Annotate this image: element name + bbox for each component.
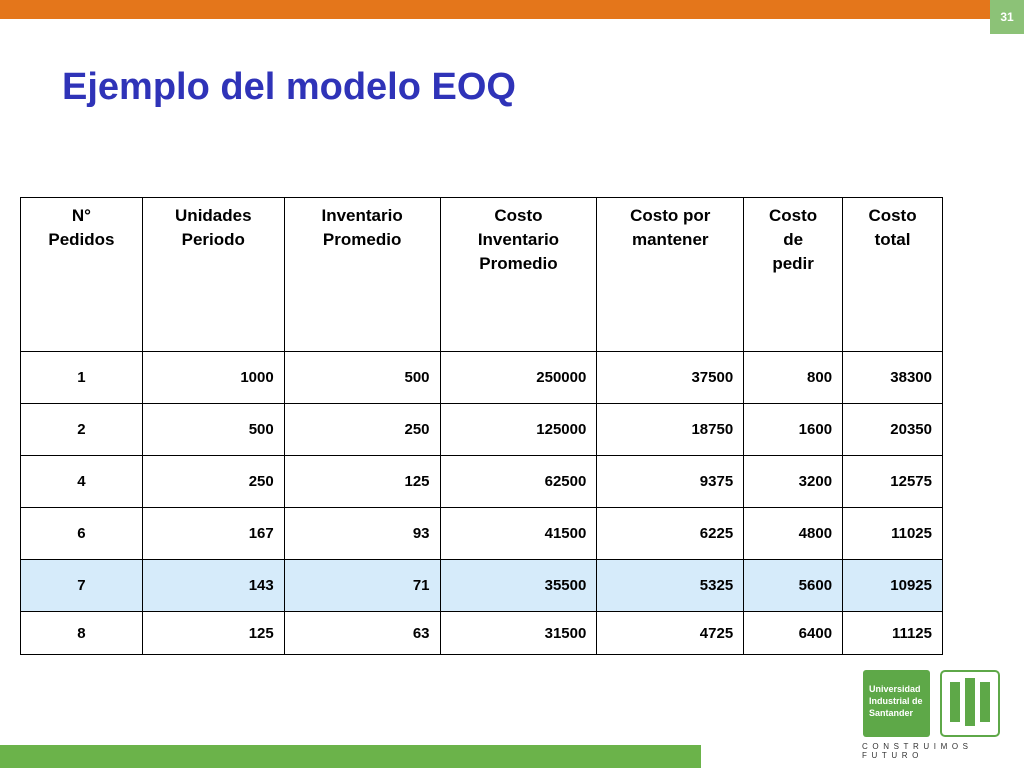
table-cell: 125000: [440, 404, 597, 456]
logo-line: Industrial de: [869, 696, 923, 706]
table-cell: 9375: [597, 456, 744, 508]
header-costo-mantener: [597, 198, 744, 352]
table-cell: 167: [142, 508, 284, 560]
table-cell: 125: [284, 456, 440, 508]
table-cell: 11025: [843, 508, 943, 560]
table-cell: 125: [142, 612, 284, 655]
university-logo: [863, 670, 930, 737]
table-row: [21, 456, 943, 508]
table-row: [21, 352, 943, 404]
table-cell: 500: [142, 404, 284, 456]
header-line: Costo por: [630, 206, 711, 225]
table-cell: 6: [21, 508, 143, 560]
table-cell: 7: [21, 560, 143, 612]
header-line: Periodo: [181, 230, 245, 249]
table-cell: 71: [284, 560, 440, 612]
header-line: Costo: [868, 206, 917, 225]
table-cell: 500: [284, 352, 440, 404]
table-cell: 250000: [440, 352, 597, 404]
header-line: Inventario: [321, 206, 403, 225]
logo-line: Universidad: [869, 684, 921, 694]
table-cell: 4800: [744, 508, 843, 560]
header-inventario-promedio: [284, 198, 440, 352]
header-costo-pedir: [744, 198, 843, 352]
table-cell: 1600: [744, 404, 843, 456]
header-line: Costo: [769, 206, 818, 225]
table-cell: 38300: [843, 352, 943, 404]
table-cell: 800: [744, 352, 843, 404]
table-cell: 8: [21, 612, 143, 655]
table-cell: 41500: [440, 508, 597, 560]
header-unidades-periodo: [142, 198, 284, 352]
header-line: Promedio: [479, 254, 558, 273]
table-cell: 10925: [843, 560, 943, 612]
header-line: Inventario: [477, 230, 560, 249]
header-costo-inventario-promedio: [440, 198, 597, 352]
slide-number: 31: [990, 0, 1024, 34]
header-costo-total: [843, 198, 943, 352]
header-line: mantener: [631, 230, 709, 249]
table-cell: 4725: [597, 612, 744, 655]
table-cell: 5325: [597, 560, 744, 612]
header-line: Pedidos: [48, 230, 115, 249]
table-cell: 63: [284, 612, 440, 655]
table-cell: 2: [21, 404, 143, 456]
header-line: de: [783, 230, 804, 249]
table-row: [21, 508, 943, 560]
table-cell: 18750: [597, 404, 744, 456]
header-line: total: [874, 230, 911, 249]
logo-text: [869, 683, 923, 719]
table-cell: 5600: [744, 560, 843, 612]
table-cell: 93: [284, 508, 440, 560]
table-cell: 31500: [440, 612, 597, 655]
bottom-accent-bar: [0, 745, 701, 768]
eoq-table: [20, 197, 943, 655]
table-cell: 11125: [843, 612, 943, 655]
uis-emblem-icon: [940, 670, 1000, 737]
table-cell: 6400: [744, 612, 843, 655]
table-cell: 4: [21, 456, 143, 508]
table-cell: 12575: [843, 456, 943, 508]
table-cell: 6225: [597, 508, 744, 560]
table-cell: 250: [284, 404, 440, 456]
table-cell: 35500: [440, 560, 597, 612]
top-accent-bar: [0, 0, 990, 19]
header-row: [21, 198, 943, 352]
table-cell: 250: [142, 456, 284, 508]
header-num-pedidos: [21, 198, 143, 352]
header-line: pedir: [772, 254, 814, 273]
table-cell: 1000: [142, 352, 284, 404]
table-cell: 20350: [843, 404, 943, 456]
logo-motto: CONSTRUIMOS FUTURO: [862, 742, 973, 760]
table-cell: 62500: [440, 456, 597, 508]
table-cell: 1: [21, 352, 143, 404]
slide-title: Ejemplo del modelo EOQ: [62, 66, 516, 108]
header-line: Unidades: [175, 206, 252, 225]
logo-line: Santander: [869, 708, 914, 718]
table-row: [21, 612, 943, 655]
header-line: Costo: [494, 206, 543, 225]
header-line: N°: [71, 206, 91, 225]
table-cell: 3200: [744, 456, 843, 508]
table-cell: 37500: [597, 352, 744, 404]
header-line: Promedio: [322, 230, 402, 249]
table-cell: 143: [142, 560, 284, 612]
table-row: [21, 404, 943, 456]
table-row-highlighted: [21, 560, 943, 612]
